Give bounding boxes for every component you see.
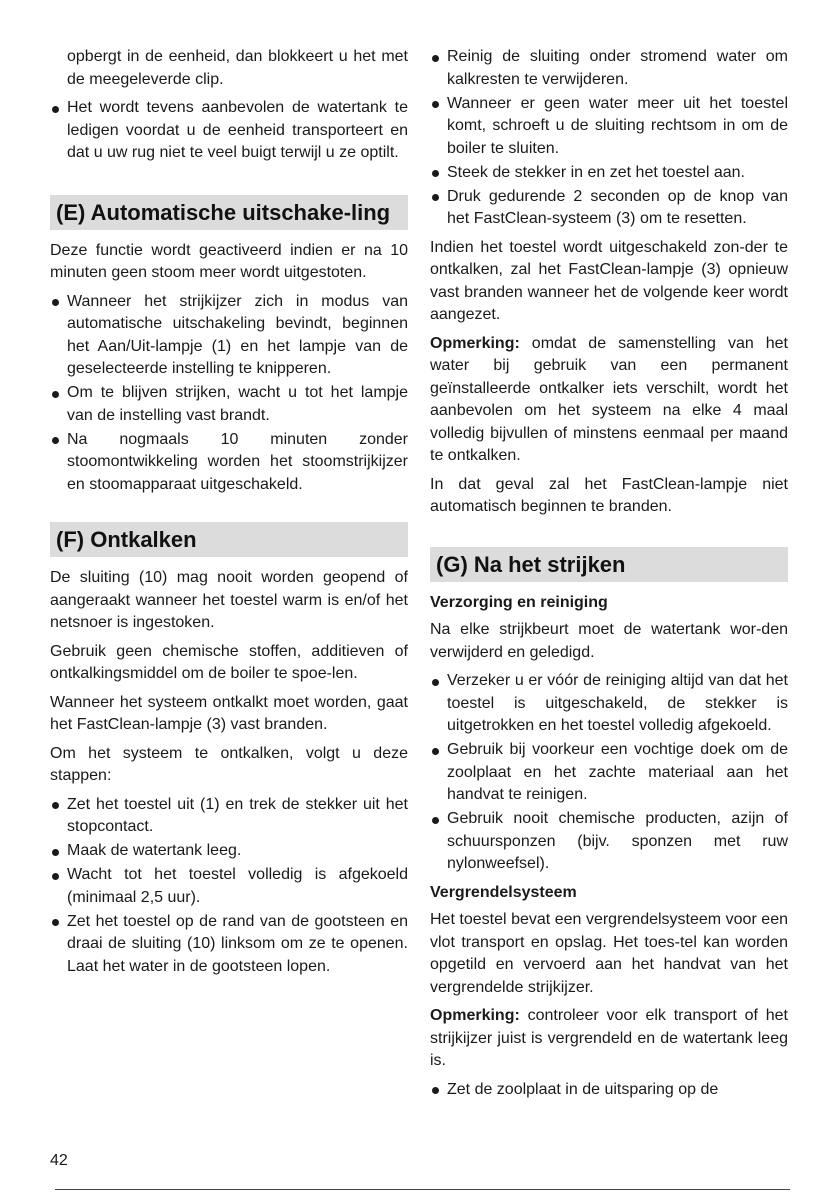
section-e-bullet-list [50, 291, 408, 497]
paragraph: Na elke strijkbeurt moet de watertank wor-den verwijderd en geledigd. [430, 621, 788, 661]
descaling-steps-list [430, 46, 788, 231]
list-item: Het wordt tevens aanbevolen de watertank te ledigen voordat u de eenheid transporteert en dat u uw rug niet te veel buigt terwijl u ze optilt. [50, 97, 408, 165]
list-item: Om te blijven strijken, wacht u tot het lampje van de instelling vast brandt. [50, 382, 408, 427]
list-item: Na nogmaals 10 minuten zonder stoomontwikkeling worden het stoomstrijkijzer en stoomapparaat uitgeschakeld. [50, 429, 408, 497]
subheading-care-cleaning: Verzorging en reiniging [430, 593, 608, 611]
paragraph: De sluiting (10) mag nooit worden geopend of aangeraakt wanneer het toestel warm is en/of het netsnoer is ingestoken. [50, 569, 408, 631]
note-paragraph [430, 1005, 788, 1073]
section-heading-f: (F) Ontkalken [50, 522, 408, 557]
paragraph: Om het systeem te ontkalken, volgt u deze stappen: [50, 744, 408, 784]
intro-continuation: opbergt in de eenheid, dan blokkeert u het met de meegeleverde clip. [67, 48, 408, 88]
list-item: Wanneer het strijkijzer zich in modus van automatische uitschakeling bevindt, beginnen het Aan/Uit-lampje (1) en het lampje van de geselecteerde instelling te knipperen. [50, 291, 408, 381]
list-item: Zet het toestel uit (1) en trek de stekker uit het stopcontact. [50, 794, 408, 839]
list-item: Zet de zoolplaat in de uitsparing op de [430, 1079, 788, 1102]
note-paragraph [430, 333, 788, 468]
section-heading-g: (G) Na het strijken [430, 547, 788, 582]
paragraph: In dat geval zal het FastClean-lampje niet automatisch beginnen te branden. [430, 475, 788, 515]
care-bullet-list [430, 670, 788, 876]
list-item: Druk gedurende 2 seconden op de knop van het FastClean-systeem (3) om te resetten. [430, 186, 788, 231]
list-item: Zet het toestel op de rand van de gootsteen en draai de sluiting (10) linksom om ze te openen. Laat het water in de gootsteen lopen. [50, 911, 408, 979]
subheading-lock-system: Vergrendelsysteem [430, 883, 577, 901]
intro-bullet-list [50, 97, 408, 165]
paragraph: Het toestel bevat een vergrendelsysteem voor een vlot transport en opslag. Het toes-tel kan worden opgetild en vervoerd aan het handvat van het vergrendelde strijkijzer. [430, 911, 788, 996]
list-item: Wanneer er geen water meer uit het toestel komt, schroeft u de sluiting rechtsom in om de boiler te sluiten. [430, 93, 788, 161]
paragraph: Deze functie wordt geactiveerd indien er na 10 minuten geen stoom meer wordt uitgestoten. [50, 241, 408, 281]
list-item: Gebruik nooit chemische producten, azijn of schuursponzen (bijv. sponzen met ruw nylonweefsel). [430, 808, 788, 876]
paragraph: Gebruik geen chemische stoffen, additieven of ontkalkingsmiddel om de boiler te spoe-len. [50, 642, 408, 682]
lock-bullet-list [430, 1079, 788, 1102]
list-item: Gebruik bij voorkeur een vochtige doek om de zoolplaat en het zachte materiaal aan het handvat te reinigen. [430, 739, 788, 807]
note-label: Opmerking: [430, 1007, 520, 1024]
section-heading-e: (E) Automatische uitschake-ling [50, 195, 408, 230]
section-f-bullet-list [50, 794, 408, 979]
list-item: Steek de stekker in en zet het toestel aan. [430, 162, 788, 185]
left-column [50, 46, 408, 984]
list-item: Maak de watertank leeg. [50, 840, 408, 863]
right-column [430, 46, 788, 1107]
note-label: Opmerking: [430, 334, 520, 352]
list-item: Verzeker u er vóór de reiniging altijd van dat het toestel is uitgeschakeld, de stekker is uitgetrokken en het toestel volledig afgekoeld. [430, 670, 788, 738]
page-number: 42 [50, 1152, 68, 1169]
paragraph: Indien het toestel wordt uitgeschakeld zon-der te ontkalken, zal het FastClean-lampje (3) opnieuw vast branden wanneer het de volgende keer wordt aangezet. [430, 238, 788, 323]
note-text: omdat de samenstelling van het water bij gebruik van een permanent geïnstalleerde ontkalker iets verschilt, wordt het aanbevolen om het systeem na elke 4 maal volledig bijvullen of minstens eenmaal per maand te ontkalken. [430, 334, 788, 464]
note-text: controleer voor elk transport of het strijkijzer juist is vergrendeld en de watertank leeg is. [430, 1007, 788, 1069]
list-item: Wacht tot het toestel volledig is afgekoeld (minimaal 2,5 uur). [50, 864, 408, 909]
list-item: Reinig de sluiting onder stromend water om kalkresten te verwijderen. [430, 46, 788, 91]
paragraph: Wanneer het systeem ontkalkt moet worden, gaat het FastClean-lampje (3) vast branden. [50, 693, 408, 733]
footer-divider [55, 1189, 790, 1190]
